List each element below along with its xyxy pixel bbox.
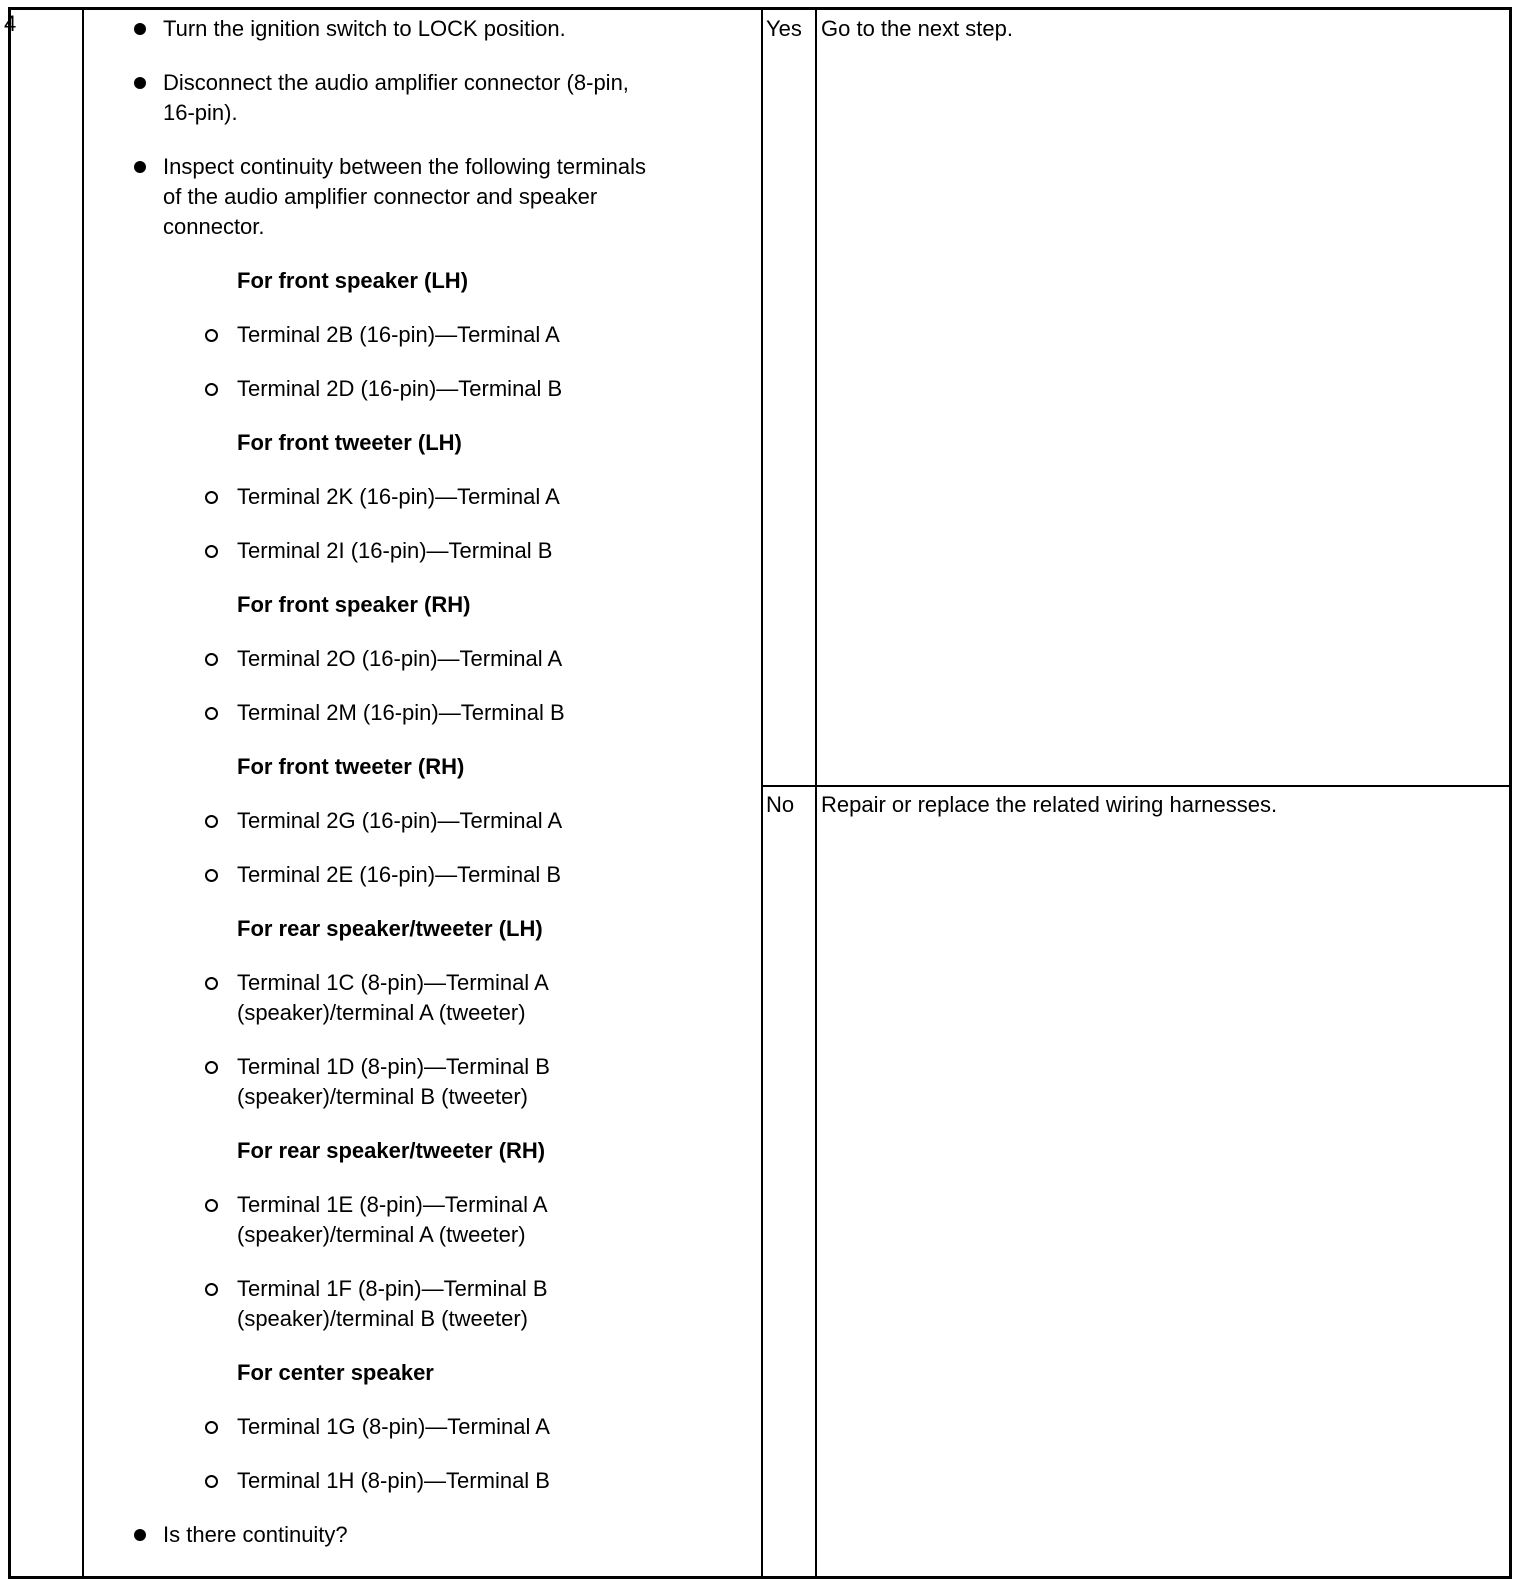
no-action: Repair or replace the related wiring harnesses. xyxy=(821,792,1278,817)
item-text-line: Terminal 2E (16-pin)—Terminal B xyxy=(237,862,561,887)
hollow-circle-icon xyxy=(205,815,218,828)
item-text-line: Is there continuity? xyxy=(163,1522,348,1547)
item-text xyxy=(237,968,549,1028)
item-text-line: Terminal 2M (16-pin)—Terminal B xyxy=(237,700,565,725)
item-text-line: Terminal 2O (16-pin)—Terminal A xyxy=(237,646,563,671)
hollow-circle-icon xyxy=(205,1061,218,1074)
item-text-line: For front speaker (LH) xyxy=(237,268,469,293)
item-text-line: Terminal 2B (16-pin)—Terminal A xyxy=(237,322,560,347)
diagnostic-step-table xyxy=(8,7,1512,1579)
item-text-line: Terminal 1C (8-pin)—Terminal A xyxy=(237,970,549,995)
item-text xyxy=(237,374,562,404)
row-divider-yes-no xyxy=(761,785,1509,787)
column-divider-inspection xyxy=(761,10,763,1576)
item-text xyxy=(237,1358,434,1388)
item-text-line: For rear speaker/tweeter (RH) xyxy=(237,1138,546,1163)
item-text-line: (speaker)/terminal B (tweeter) xyxy=(237,1306,528,1331)
item-text xyxy=(237,482,560,512)
filled-bullet-icon xyxy=(134,161,146,173)
hollow-circle-icon xyxy=(205,869,218,882)
item-text-line: Terminal 2G (16-pin)—Terminal A xyxy=(237,808,563,833)
item-text-line: (speaker)/terminal B (tweeter) xyxy=(237,1084,528,1109)
item-text-line: For front tweeter (LH) xyxy=(237,430,462,455)
item-text-line: Terminal 2K (16-pin)—Terminal A xyxy=(237,484,560,509)
item-text-line: Disconnect the audio amplifier connector (8-pin, xyxy=(163,70,629,95)
item-text-line: Terminal 1F (8-pin)—Terminal B xyxy=(237,1276,548,1301)
item-text-line: For front speaker (RH) xyxy=(237,592,471,617)
item-text xyxy=(237,428,462,458)
item-text xyxy=(237,860,561,890)
hollow-circle-icon xyxy=(205,977,218,990)
item-text xyxy=(237,752,464,782)
column-divider-result xyxy=(815,10,817,1576)
item-text xyxy=(237,266,468,296)
item-text-line: Terminal 1G (8-pin)—Terminal A xyxy=(237,1414,550,1439)
item-text-line: Terminal 1E (8-pin)—Terminal A xyxy=(237,1192,548,1217)
item-text xyxy=(163,14,566,44)
item-text xyxy=(163,1520,348,1550)
yes-label: Yes xyxy=(766,16,802,41)
item-text-line: Terminal 2I (16-pin)—Terminal B xyxy=(237,538,553,563)
item-text xyxy=(237,1190,548,1250)
item-text xyxy=(237,1136,545,1166)
hollow-circle-icon xyxy=(205,1475,218,1488)
hollow-circle-icon xyxy=(205,491,218,504)
item-text xyxy=(237,1466,550,1496)
item-text xyxy=(237,536,552,566)
item-text-line: For rear speaker/tweeter (LH) xyxy=(237,916,543,941)
item-text xyxy=(237,1052,550,1112)
filled-bullet-icon xyxy=(134,23,146,35)
item-text-line: Terminal 1H (8-pin)—Terminal B xyxy=(237,1468,550,1493)
hollow-circle-icon xyxy=(205,329,218,342)
item-text-line: (speaker)/terminal A (tweeter) xyxy=(237,1000,526,1025)
item-text xyxy=(237,914,543,944)
hollow-circle-icon xyxy=(205,1421,218,1434)
item-text xyxy=(163,68,629,128)
item-text xyxy=(237,590,470,620)
item-text-line: of the audio amplifier connector and speaker xyxy=(163,184,598,209)
item-text-line: (speaker)/terminal A (tweeter) xyxy=(237,1222,526,1247)
hollow-circle-icon xyxy=(205,1283,218,1296)
item-text-line: Inspect continuity between the following terminals xyxy=(163,154,647,179)
item-text-line: Terminal 2D (16-pin)—Terminal B xyxy=(237,376,563,401)
hollow-circle-icon xyxy=(205,1199,218,1212)
item-text-line: Turn the ignition switch to LOCK position. xyxy=(163,16,566,41)
item-text xyxy=(163,152,646,242)
yes-action: Go to the next step. xyxy=(821,16,1014,41)
hollow-circle-icon xyxy=(205,707,218,720)
item-text xyxy=(237,320,560,350)
item-text xyxy=(237,644,562,674)
filled-bullet-icon xyxy=(134,77,146,89)
hollow-circle-icon xyxy=(205,383,218,396)
filled-bullet-icon xyxy=(134,1529,146,1541)
hollow-circle-icon xyxy=(205,545,218,558)
no-label: No xyxy=(766,792,795,817)
item-text-line: connector. xyxy=(163,214,265,239)
item-text xyxy=(237,1274,548,1334)
item-text-line: For center speaker xyxy=(237,1360,434,1385)
step-number: 4 xyxy=(4,11,17,36)
item-text-line: Terminal 1D (8-pin)—Terminal B xyxy=(237,1054,550,1079)
item-text xyxy=(237,698,565,728)
item-text xyxy=(237,1412,550,1442)
column-divider-step xyxy=(82,10,84,1576)
item-text xyxy=(237,806,562,836)
hollow-circle-icon xyxy=(205,653,218,666)
item-text-line: For front tweeter (RH) xyxy=(237,754,465,779)
item-text-line: 16-pin). xyxy=(163,100,238,125)
